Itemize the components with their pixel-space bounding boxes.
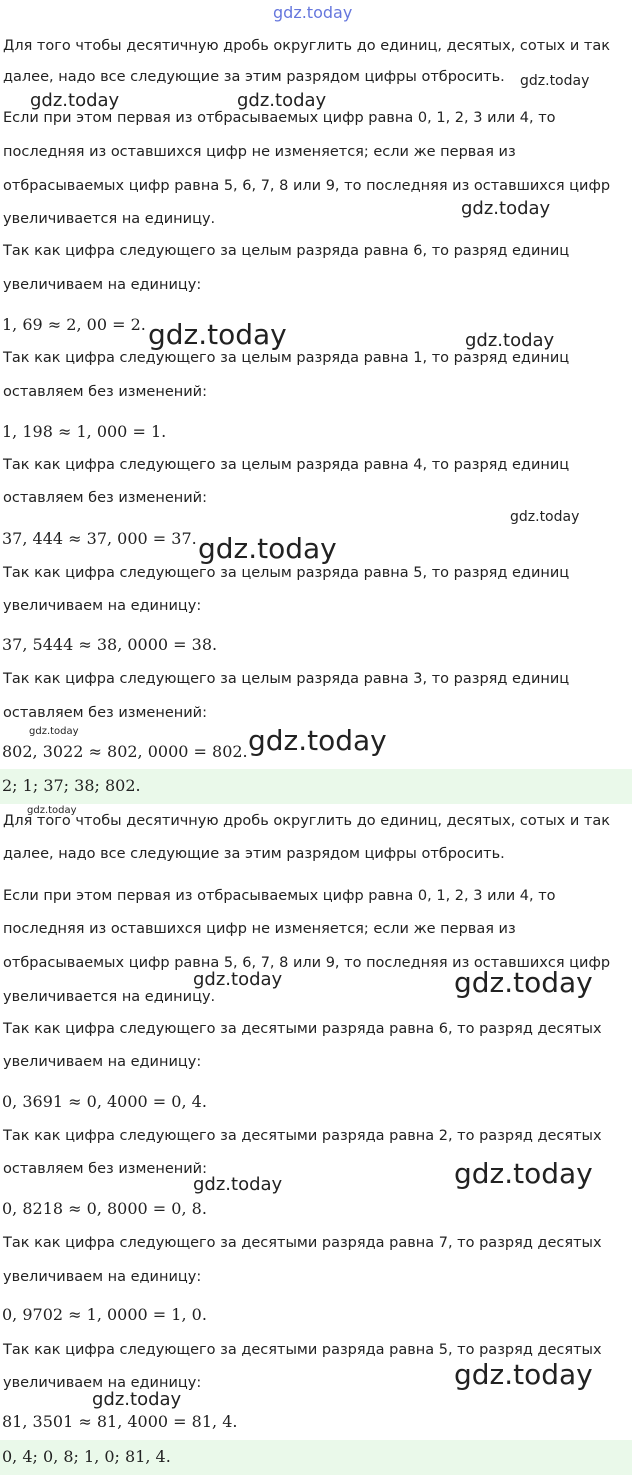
step-text-line-2: увеличиваем на единицу: (3, 1269, 202, 1285)
step-text-line-2: оставляем без изменений: (3, 1161, 207, 1177)
step-text-line-2: оставляем без изменений: (3, 490, 207, 506)
watermark: gdz.today (30, 90, 120, 111)
watermark: gdz.today (465, 330, 555, 351)
step-equation: 37, 444 ≈ 37, 000 = 37. (2, 529, 197, 548)
watermark: gdz.today (520, 73, 590, 89)
answer-text: 0, 4; 0, 8; 1, 0; 81, 4. (2, 1447, 171, 1466)
step-text-line-2: увеличиваем на единицу: (3, 1375, 202, 1391)
rule-line-3: отбрасываемых цифр равна 5, 6, 7, 8 или 9, то последняя из оставшихся цифр (3, 955, 611, 971)
rule-line-2: последняя из оставшихся цифр не изменяется; если же первая из (3, 921, 516, 937)
watermark: gdz.today (461, 198, 551, 219)
step-text-line-1: Так как цифра следующего за десятыми разряда равна 7, то разряд десятых (3, 1235, 602, 1251)
intro-line-1: Для того чтобы десятичную дробь округлить до единиц, десятых, сотых и так (3, 813, 610, 829)
rule-line-3: отбрасываемых цифр равна 5, 6, 7, 8 или 9, то последняя из оставшихся цифр (3, 178, 611, 194)
step-text-line-2: оставляем без изменений: (3, 705, 207, 721)
step-text-line-1: Так как цифра следующего за целым разряда равна 3, то разряд единиц (3, 671, 570, 687)
watermark: gdz.today (29, 726, 79, 737)
watermark: gdz.today (237, 90, 327, 111)
site-logo[interactable]: gdz.today (273, 3, 353, 22)
watermark: gdz.today (510, 509, 580, 525)
rule-line-4: увеличивается на единицу. (3, 211, 216, 227)
step-equation: 81, 3501 ≈ 81, 4000 = 81, 4. (2, 1412, 238, 1431)
rule-line-1: Если при этом первая из отбрасываемых цифр равна 0, 1, 2, 3 или 4, то (3, 110, 556, 126)
rule-line-4: увеличивается на единицу. (3, 989, 216, 1005)
step-text-line-2: оставляем без изменений: (3, 384, 207, 400)
watermark: gdz.today (248, 724, 387, 757)
step-text-line-1: Так как цифра следующего за десятыми разряда равна 2, то разряд десятых (3, 1128, 602, 1144)
answer-text: 2; 1; 37; 38; 802. (2, 776, 141, 795)
step-equation: 37, 5444 ≈ 38, 0000 = 38. (2, 635, 218, 654)
watermark: gdz.today (454, 1358, 593, 1391)
watermark: gdz.today (27, 805, 77, 816)
step-text-line-2: увеличиваем на единицу: (3, 1054, 202, 1070)
watermark: gdz.today (454, 966, 593, 999)
intro-line-1: Для того чтобы десятичную дробь округлить до единиц, десятых, сотых и так (3, 38, 610, 54)
answer-box (0, 1440, 632, 1475)
step-text-line-1: Так как цифра следующего за десятыми разряда равна 6, то разряд десятых (3, 1021, 602, 1037)
step-text-line-1: Так как цифра следующего за целым разряда равна 6, то разряд единиц (3, 243, 570, 259)
step-equation: 802, 3022 ≈ 802, 0000 = 802. (2, 742, 248, 761)
intro-line-2: далее, надо все следующие за этим разрядом цифры отбросить. (3, 69, 505, 85)
step-text-line-1: Так как цифра следующего за десятыми разряда равна 5, то разряд десятых (3, 1342, 602, 1358)
intro-line-2: далее, надо все следующие за этим разрядом цифры отбросить. (3, 846, 505, 862)
watermark: gdz.today (193, 969, 283, 990)
watermark: gdz.today (148, 318, 287, 351)
step-text-line-2: увеличиваем на единицу: (3, 277, 202, 293)
step-text-line-1: Так как цифра следующего за целым разряда равна 4, то разряд единиц (3, 457, 570, 473)
step-text-line-2: увеличиваем на единицу: (3, 598, 202, 614)
step-text-line-1: Так как цифра следующего за целым разряда равна 1, то разряд единиц (3, 350, 570, 366)
step-equation: 1, 69 ≈ 2, 00 = 2. (2, 315, 146, 334)
watermark: gdz.today (92, 1389, 182, 1410)
step-text-line-1: Так как цифра следующего за целым разряда равна 5, то разряд единиц (3, 565, 570, 581)
answer-box (0, 769, 632, 804)
step-equation: 0, 3691 ≈ 0, 4000 = 0, 4. (2, 1092, 207, 1111)
watermark: gdz.today (193, 1174, 283, 1195)
watermark: gdz.today (454, 1157, 593, 1190)
step-equation: 1, 198 ≈ 1, 000 = 1. (2, 422, 167, 441)
rule-line-2: последняя из оставшихся цифр не изменяется; если же первая из (3, 144, 516, 160)
step-equation: 0, 9702 ≈ 1, 0000 = 1, 0. (2, 1305, 207, 1324)
step-equation: 0, 8218 ≈ 0, 8000 = 0, 8. (2, 1199, 207, 1218)
watermark: gdz.today (198, 532, 337, 565)
rule-line-1: Если при этом первая из отбрасываемых цифр равна 0, 1, 2, 3 или 4, то (3, 888, 556, 904)
